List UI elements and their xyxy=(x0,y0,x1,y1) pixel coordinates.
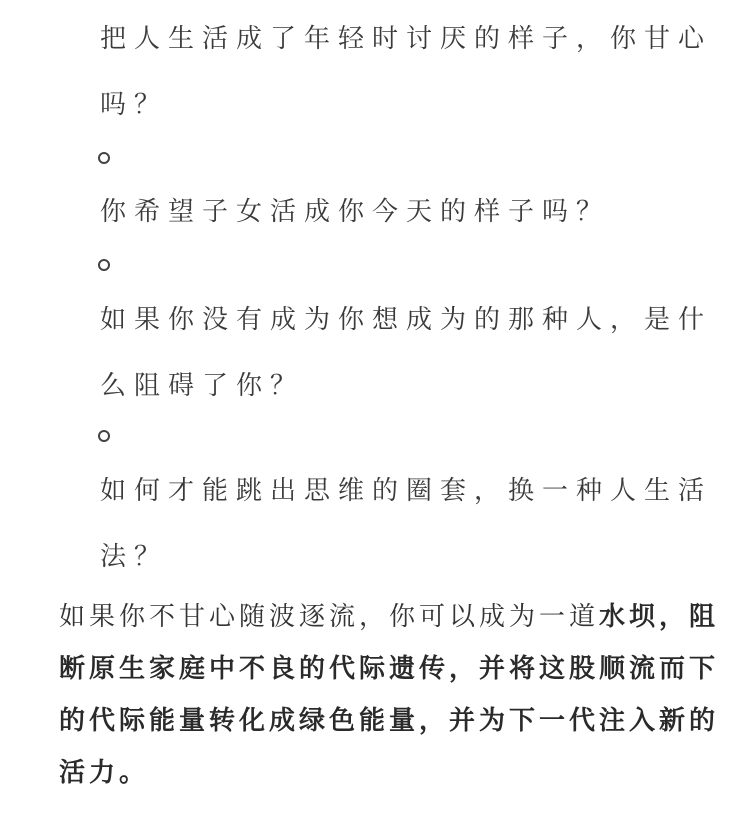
bullet-circle xyxy=(98,430,110,442)
question-4: 如何才能跳出思维的圈套，换一种人生活法？ xyxy=(100,476,713,572)
bullet-circle xyxy=(98,152,110,164)
question-2: 你希望子女活成你今天的样子吗？ xyxy=(100,197,611,227)
conclusion-bold-text: 水坝，阻断原生家庭中不良的代际遗传，并将这股顺流而下的代际能量转化成绿色能量，并为下一代注入新的活力。 xyxy=(59,602,720,788)
question-1: 把人生活成了年轻时讨厌的样子，你甘心吗？ xyxy=(100,24,713,120)
bullet-circle xyxy=(98,259,110,271)
conclusion-paragraph xyxy=(59,591,729,799)
conclusion-normal-text: 如果你不甘心随波逐流，你可以成为一道 xyxy=(59,602,600,632)
question-3: 如果你没有成为你想成为的那种人，是什么阻碍了你？ xyxy=(100,305,713,401)
